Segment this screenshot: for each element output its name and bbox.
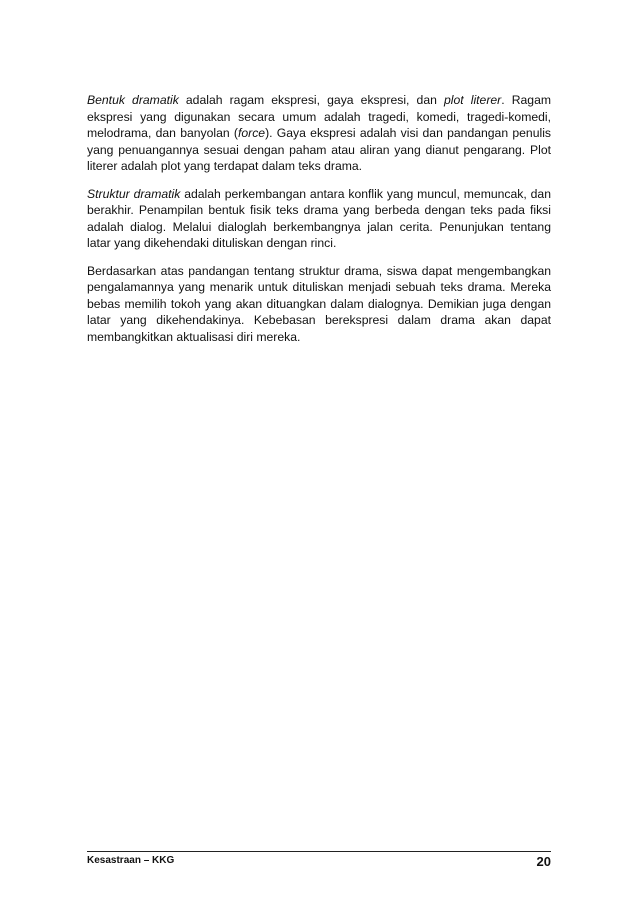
- paragraph-text: . Ragam ekspresi yang digunakan secara umum adalah tragedi, komedi, tragedi-komedi, melodrama, dan banyolan (: [87, 93, 551, 140]
- term-bentuk-dramatik: Bentuk dramatik: [87, 93, 179, 107]
- footer-title: Kesastraan – KKG: [87, 855, 175, 866]
- page-number: 20: [536, 854, 551, 869]
- paragraph-text: ). Gaya ekspresi adalah visi dan pandangan penulis yang penuangannya sesuai dengan paham atau aliran yang dianut pengarang. Plot literer adalah plot yang terdapat dalam teks drama.: [87, 126, 551, 173]
- term-plot-literer: plot literer: [443, 93, 502, 107]
- page-footer: [87, 851, 551, 870]
- paragraph-struktur-dramatik: [87, 186, 551, 252]
- paragraph-text: adalah ragam ekspresi, gaya ekspresi, dan: [178, 93, 444, 107]
- body-text: [87, 92, 551, 356]
- paragraph-berdasarkan: [87, 263, 551, 346]
- term-struktur-dramatik: Struktur dramatik: [87, 186, 181, 201]
- term-force: force: [237, 126, 266, 140]
- paragraph-text: Berdasarkan atas pandangan tentang struktur drama, siswa dapat mengembangkan pengalamannya yang menarik untuk dituliskan menjadi sebuah teks drama. Mereka bebas memilih tokoh yang akan dituangkan dalam dialognya. Demikian juga dengan latar yang dikehendakinya. Kebebasan berekspresi dalam drama akan dapat membangkitkan aktualisasi diri mereka.: [87, 263, 551, 344]
- paragraph-bentuk-dramatik: [87, 92, 551, 175]
- paragraph-text: adalah perkembangan antara konflik yang muncul, memuncak, dan berakhir. Penampilan bentuk fisik teks drama yang berbeda dengan teks pada fiksi adalah dialog. Melalui dialoglah berkembangnya jalan cerita. Penunjukan tentang latar yang dikehendaki dituliskan dengan rinci.: [87, 186, 551, 250]
